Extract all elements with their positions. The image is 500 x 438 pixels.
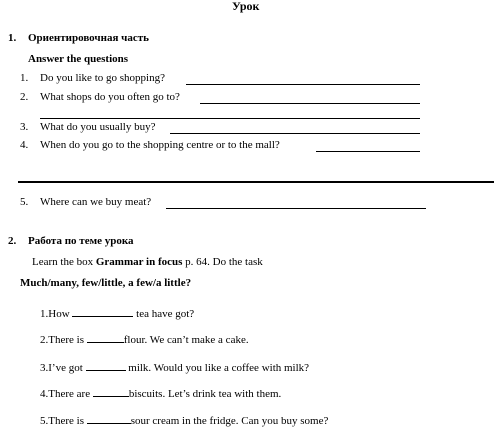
task-item-2-post: flour. We can’t make a cake. xyxy=(123,334,249,346)
task-item-4 xyxy=(40,387,281,400)
question-3-answer-line[interactable] xyxy=(170,133,420,134)
task-item-4-blank[interactable] xyxy=(93,387,129,397)
task-item-3-blank[interactable] xyxy=(86,361,126,371)
question-4-text: When do you go to the shopping centre or to the mall? xyxy=(40,139,280,151)
question-1-answer-line[interactable] xyxy=(186,84,420,85)
question-1-text: Do you like to go shopping? xyxy=(40,72,165,84)
task-item-3 xyxy=(40,361,309,374)
question-5-number: 5. xyxy=(20,196,29,208)
task-item-5-blank[interactable] xyxy=(87,414,131,424)
question-3-number: 3. xyxy=(20,121,29,133)
question-5-answer-line[interactable] xyxy=(166,208,426,209)
section-1-subheading: Answer the questions xyxy=(28,53,129,65)
page-title: Урок xyxy=(232,0,260,13)
question-5-text: Where can we buy meat? xyxy=(40,196,152,208)
question-1-number: 1. xyxy=(20,72,29,84)
instruction-pre: Learn the box xyxy=(32,256,96,268)
task-item-1-pre: 1.How xyxy=(40,308,73,320)
question-4-answer-line[interactable] xyxy=(316,151,420,152)
divider-line xyxy=(18,181,494,183)
task-item-5-pre: 5.There is xyxy=(40,415,87,427)
section-2-number: 2. xyxy=(8,235,17,247)
task-item-1-post: tea have got? xyxy=(133,308,195,320)
task-item-1 xyxy=(40,307,194,320)
section-1-heading: Ориентировочная часть xyxy=(28,32,149,44)
question-2-text: What shops do you often go to? xyxy=(40,91,180,103)
task-item-4-post: biscuits. Let’s drink tea with them. xyxy=(128,388,282,400)
task-item-3-post: milk. Would you like a coffee with milk? xyxy=(125,362,310,374)
question-2-answer-line-2[interactable] xyxy=(40,118,420,119)
task-item-5 xyxy=(40,414,328,427)
section-2-instruction xyxy=(32,257,263,268)
question-2-answer-line[interactable] xyxy=(200,103,420,104)
question-2-number: 2. xyxy=(20,91,29,103)
task-item-4-pre: 4.There are xyxy=(40,388,93,400)
task-item-2 xyxy=(40,333,249,346)
task-item-1-blank[interactable] xyxy=(72,307,133,317)
section-1-number: 1. xyxy=(8,32,17,44)
instruction-bold: Grammar in focus xyxy=(95,256,183,268)
question-4-number: 4. xyxy=(20,139,29,151)
task-item-3-pre: 3.I’ve got xyxy=(40,362,86,374)
task-item-5-post: sour cream in the fridge. Can you buy some? xyxy=(130,415,329,427)
task-title: Much/many, few/little, a few/a little? xyxy=(20,277,192,289)
section-2-heading: Работа по теме урока xyxy=(28,235,134,247)
question-3-text: What do you usually buy? xyxy=(40,121,156,133)
task-item-2-pre: 2.There is xyxy=(40,334,87,346)
instruction-post: p. 64. Do the task xyxy=(182,256,263,268)
task-item-2-blank[interactable] xyxy=(87,333,124,343)
